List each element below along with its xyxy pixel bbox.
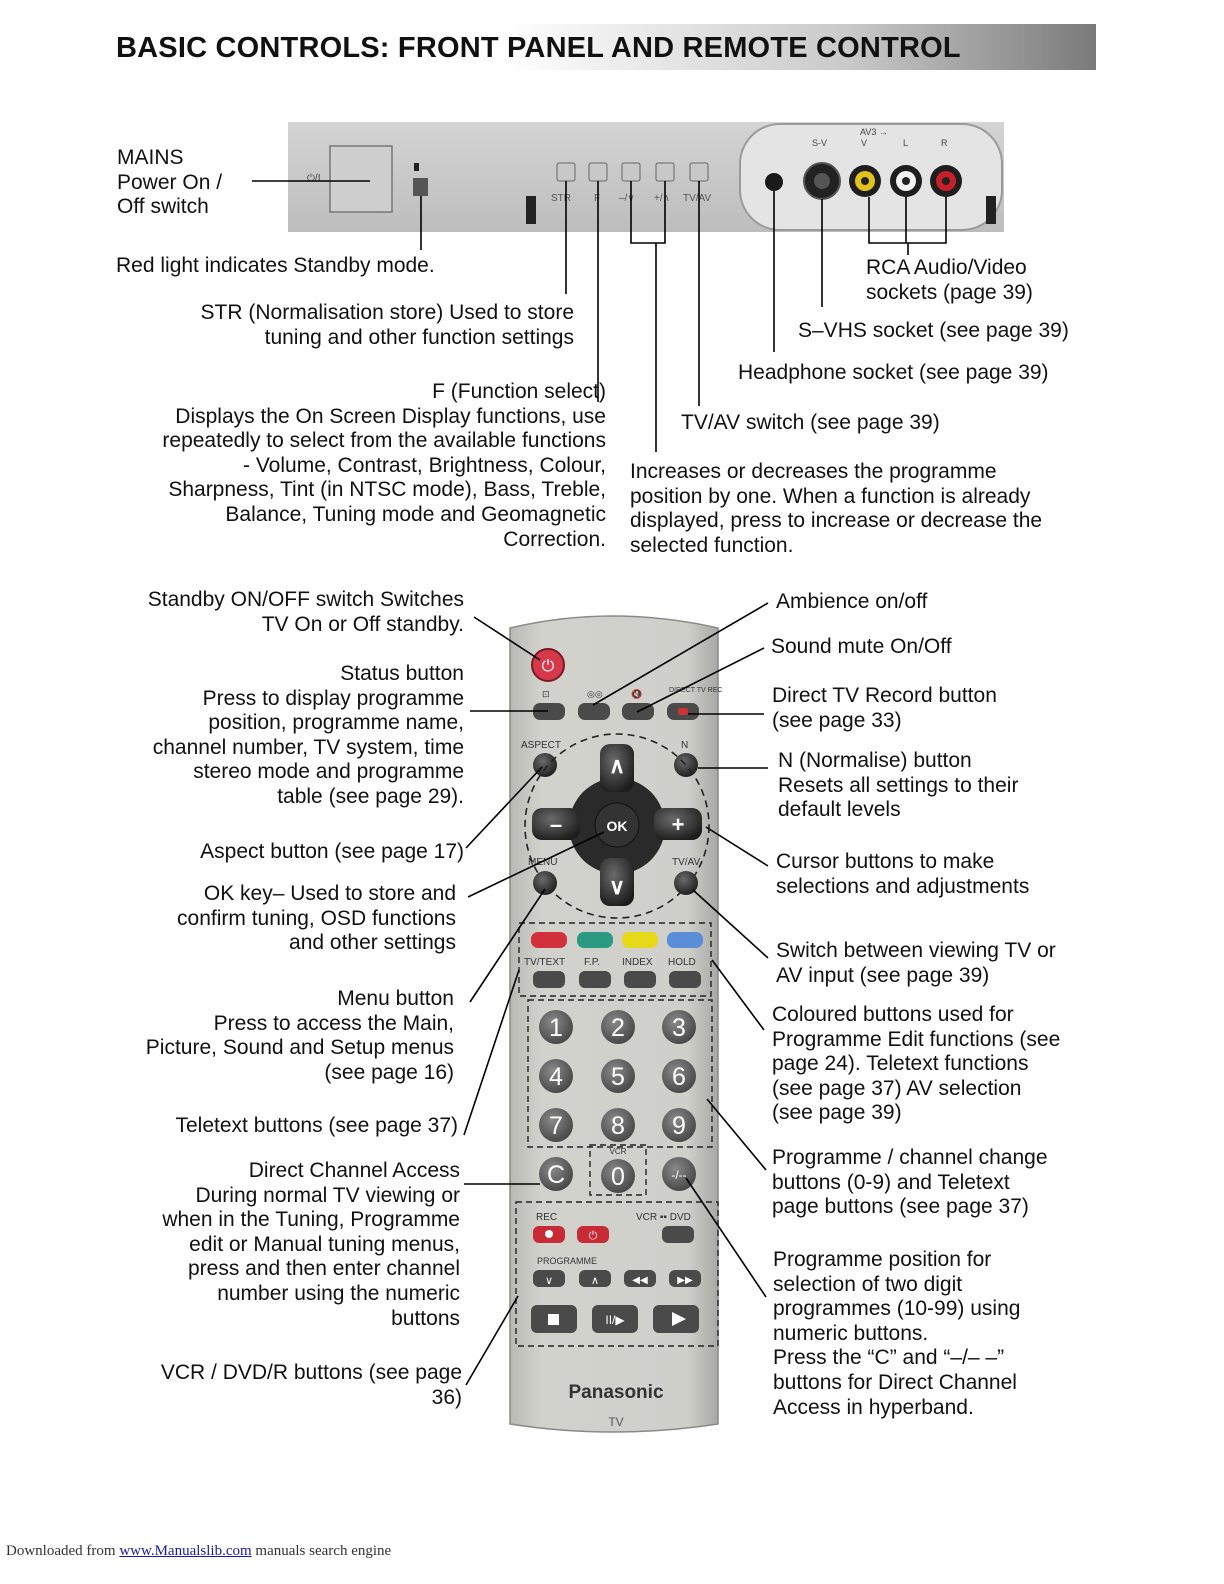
footer-suffix: manuals search engine (251, 1543, 392, 1559)
minus-icon: – (549, 812, 563, 837)
up-arrow-icon: ∧ (608, 753, 626, 778)
panel-button-minus (622, 163, 640, 181)
panel-clip-right (986, 196, 996, 224)
prog-down-icon: ∨ (544, 1275, 554, 1287)
pause-play-icon: II/▶ (605, 1313, 625, 1327)
rca-right-pin (942, 177, 950, 185)
red-light-label: Red light indicates Standby mode. (116, 254, 435, 277)
up-down-label: Increases or decreases the programme position by one. When a function is already displayed, press to increase or decrease the selected function. (630, 460, 1043, 557)
power-button-icon: ⏻ (541, 658, 555, 675)
dash-label: -/-- (671, 1168, 687, 1182)
panel-button-tvav (690, 163, 708, 181)
down-arrow-icon: ∨ (608, 874, 626, 899)
fp-label: F.P. (584, 957, 600, 968)
digit-4-label: 4 (549, 1063, 563, 1091)
tv-logo: TV (608, 1415, 624, 1429)
hold-label: HOLD (668, 957, 696, 968)
digit-7-label: 7 (549, 1112, 563, 1140)
brand-logo: Panasonic (568, 1382, 664, 1403)
rewind-icon: ◀◀ (632, 1275, 648, 1286)
direct-tv-record-label: Direct TV Record button (see page 33) (772, 684, 997, 732)
panel-label-plus: +/∧ (654, 193, 670, 204)
direct-channel-label: Direct Channel Access During normal TV viewing or when in the Tuning, Programme edit or Manual tuning menus, press and then enter channel number using the numeric buttons (162, 1159, 460, 1330)
coloured-buttons-label: Coloured buttons used for Programme Edit functions (see page 24). Teletext functions (see page 37) AV selection (see page 39) (772, 1003, 1061, 1125)
vcr-dvd-label: VCR ▪▪ DVD (636, 1212, 691, 1223)
digit-9-label: 9 (672, 1112, 686, 1140)
vcr-power-icon: ⏻ (588, 1230, 598, 1242)
panel-clip-left (526, 196, 536, 224)
normalise-label: N (Normalise) button Resets all settings to their default levels (778, 749, 1019, 822)
digit-1-label: 1 (549, 1014, 563, 1042)
rca-sockets-label: RCA Audio/Video sockets (page 39) (866, 256, 1033, 304)
remote-ambience-button (578, 703, 610, 720)
footer (6, 1543, 391, 1560)
rca-video-pin (861, 177, 869, 185)
str-label: STR (Normalisation store) Used to store tuning and other function settings (200, 301, 574, 349)
tvav-label: TV/AV (672, 857, 701, 868)
ambience-icon: ◎◎ (587, 689, 603, 699)
remote-index-button (624, 971, 656, 988)
panel-button-plus (656, 163, 674, 181)
mains-switch-label: MAINS Power On / Off switch (117, 146, 223, 219)
svhs-socket-pins (814, 173, 830, 189)
power-symbol: ⏻/I (307, 173, 321, 184)
mains-switch (330, 146, 392, 212)
programme-position-label: Programme position for selection of two digit programmes (10-99) using numeric buttons. Press the “C” and “–/– –” buttons for Direct Channel Access in hyperband. (773, 1248, 1021, 1419)
digit-5-label: 5 (611, 1063, 625, 1091)
cursor-buttons-label: Cursor buttons to make selections and adjustments (776, 850, 1030, 898)
tvav-switch-label: TV/AV switch (see page 39) (681, 411, 940, 434)
remote-green-button (577, 932, 613, 948)
v-label: V (861, 138, 868, 148)
footer-prefix: Downloaded from (6, 1543, 120, 1559)
zero-label: 0 (611, 1163, 625, 1191)
remote-hold-button (669, 971, 701, 988)
av3-label: AV3 → (860, 127, 888, 137)
panel-label-tvav: TV/AV (683, 193, 712, 204)
panel-button-str (557, 163, 575, 181)
status-button-label: Status button Press to display programme position, programme name, channel number, TV system, time stereo mode and programme table (see page 29). (152, 662, 464, 808)
vcr-small-label: VCR (609, 1147, 627, 1156)
digit-6-label: 6 (672, 1063, 686, 1091)
digit-3-label: 3 (672, 1014, 686, 1042)
direct-tv-rec-label: DIRECT TV REC (669, 687, 723, 694)
n-label: N (681, 740, 689, 751)
digit-8-label: 8 (611, 1112, 625, 1140)
panel-label-minus: –/∨ (619, 193, 635, 204)
remote-tvtext-button (533, 971, 565, 988)
rec-label: REC (536, 1212, 558, 1223)
standby-led (414, 163, 419, 171)
remote-vcr-dvd-switch (662, 1226, 694, 1243)
headphone-socket-label: Headphone socket (see page 39) (738, 361, 1049, 384)
sv-label: S-V (812, 138, 828, 148)
function-label: F (Function select) Displays the On Screen Display functions, use repeatedly to select from the available functions - Volume, Contrast, Brightness, Colour, Sharpness, Tint (in NTSC mode), Bass, Treble, Balance, Tuning mode and Geomagnetic Correction. (162, 380, 606, 551)
menu-button-label: Menu button Press to access the Main, Picture, Sound and Setup menus (see page 16) (145, 987, 454, 1084)
remote-menu-button (533, 871, 557, 895)
switch-tv-av-label: Switch between viewing TV or AV input (see page 39) (776, 939, 1056, 987)
manualslib-link[interactable]: www.Manualslib.com (119, 1543, 252, 1559)
panel-label-f: F (594, 193, 601, 204)
panel-label-str: STR (551, 193, 571, 204)
headphone-socket (765, 173, 783, 191)
mute-label: Sound mute On/Off (771, 635, 952, 658)
svhs-socket-label: S–VHS socket (see page 39) (798, 319, 1069, 342)
vcr-buttons-label: VCR / DVD/R buttons (see page 36) (160, 1361, 462, 1409)
tvtext-label: TV/TEXT (524, 957, 566, 968)
panel-button-f (589, 163, 607, 181)
menu-label: MENU (528, 857, 558, 868)
remote-red-button (531, 932, 567, 948)
aspect-label: ASPECT (521, 740, 562, 751)
mute-icon: 🔇 (631, 689, 643, 699)
remote-fp-button (579, 971, 611, 988)
remote-blue-button (667, 932, 703, 948)
page-title: BASIC CONTROLS: FRONT PANEL AND REMOTE CONTROL (116, 32, 961, 64)
prog-up-icon: ∧ (590, 1275, 600, 1287)
ok-label: OK (606, 818, 628, 834)
l-label: L (903, 138, 909, 148)
plus-icon: + (671, 812, 685, 837)
standby-label: Standby ON/OFF switch Switches TV On or Off standby. (147, 588, 464, 636)
ffwd-icon: ▶▶ (677, 1275, 693, 1286)
programme-change-label: Programme / channel change buttons (0-9) and Teletext page buttons (see page 37) (772, 1146, 1048, 1219)
ok-key-label: OK key– Used to store and confirm tuning, OSD functions and other settings (177, 882, 456, 955)
rec-icon (545, 1230, 553, 1238)
remote-yellow-button (622, 932, 658, 948)
standby-sensor (413, 178, 428, 196)
direct-rec-indicator (678, 708, 688, 715)
stop-icon (548, 1314, 559, 1325)
teletext-buttons-label: Teletext buttons (see page 37) (175, 1114, 458, 1137)
index-label: INDEX (622, 957, 653, 968)
numeric-keypad (539, 1010, 696, 1142)
digit-2-label: 2 (611, 1014, 625, 1042)
status-icon: ⊡ (542, 689, 550, 699)
ambience-label: Ambience on/off (776, 590, 928, 613)
aspect-button-label: Aspect button (see page 17) (200, 840, 464, 863)
rca-left-pin (902, 177, 910, 185)
r-label: R (941, 138, 948, 148)
c-label: C (546, 1161, 566, 1189)
programme-label: PROGRAMME (537, 1256, 598, 1266)
